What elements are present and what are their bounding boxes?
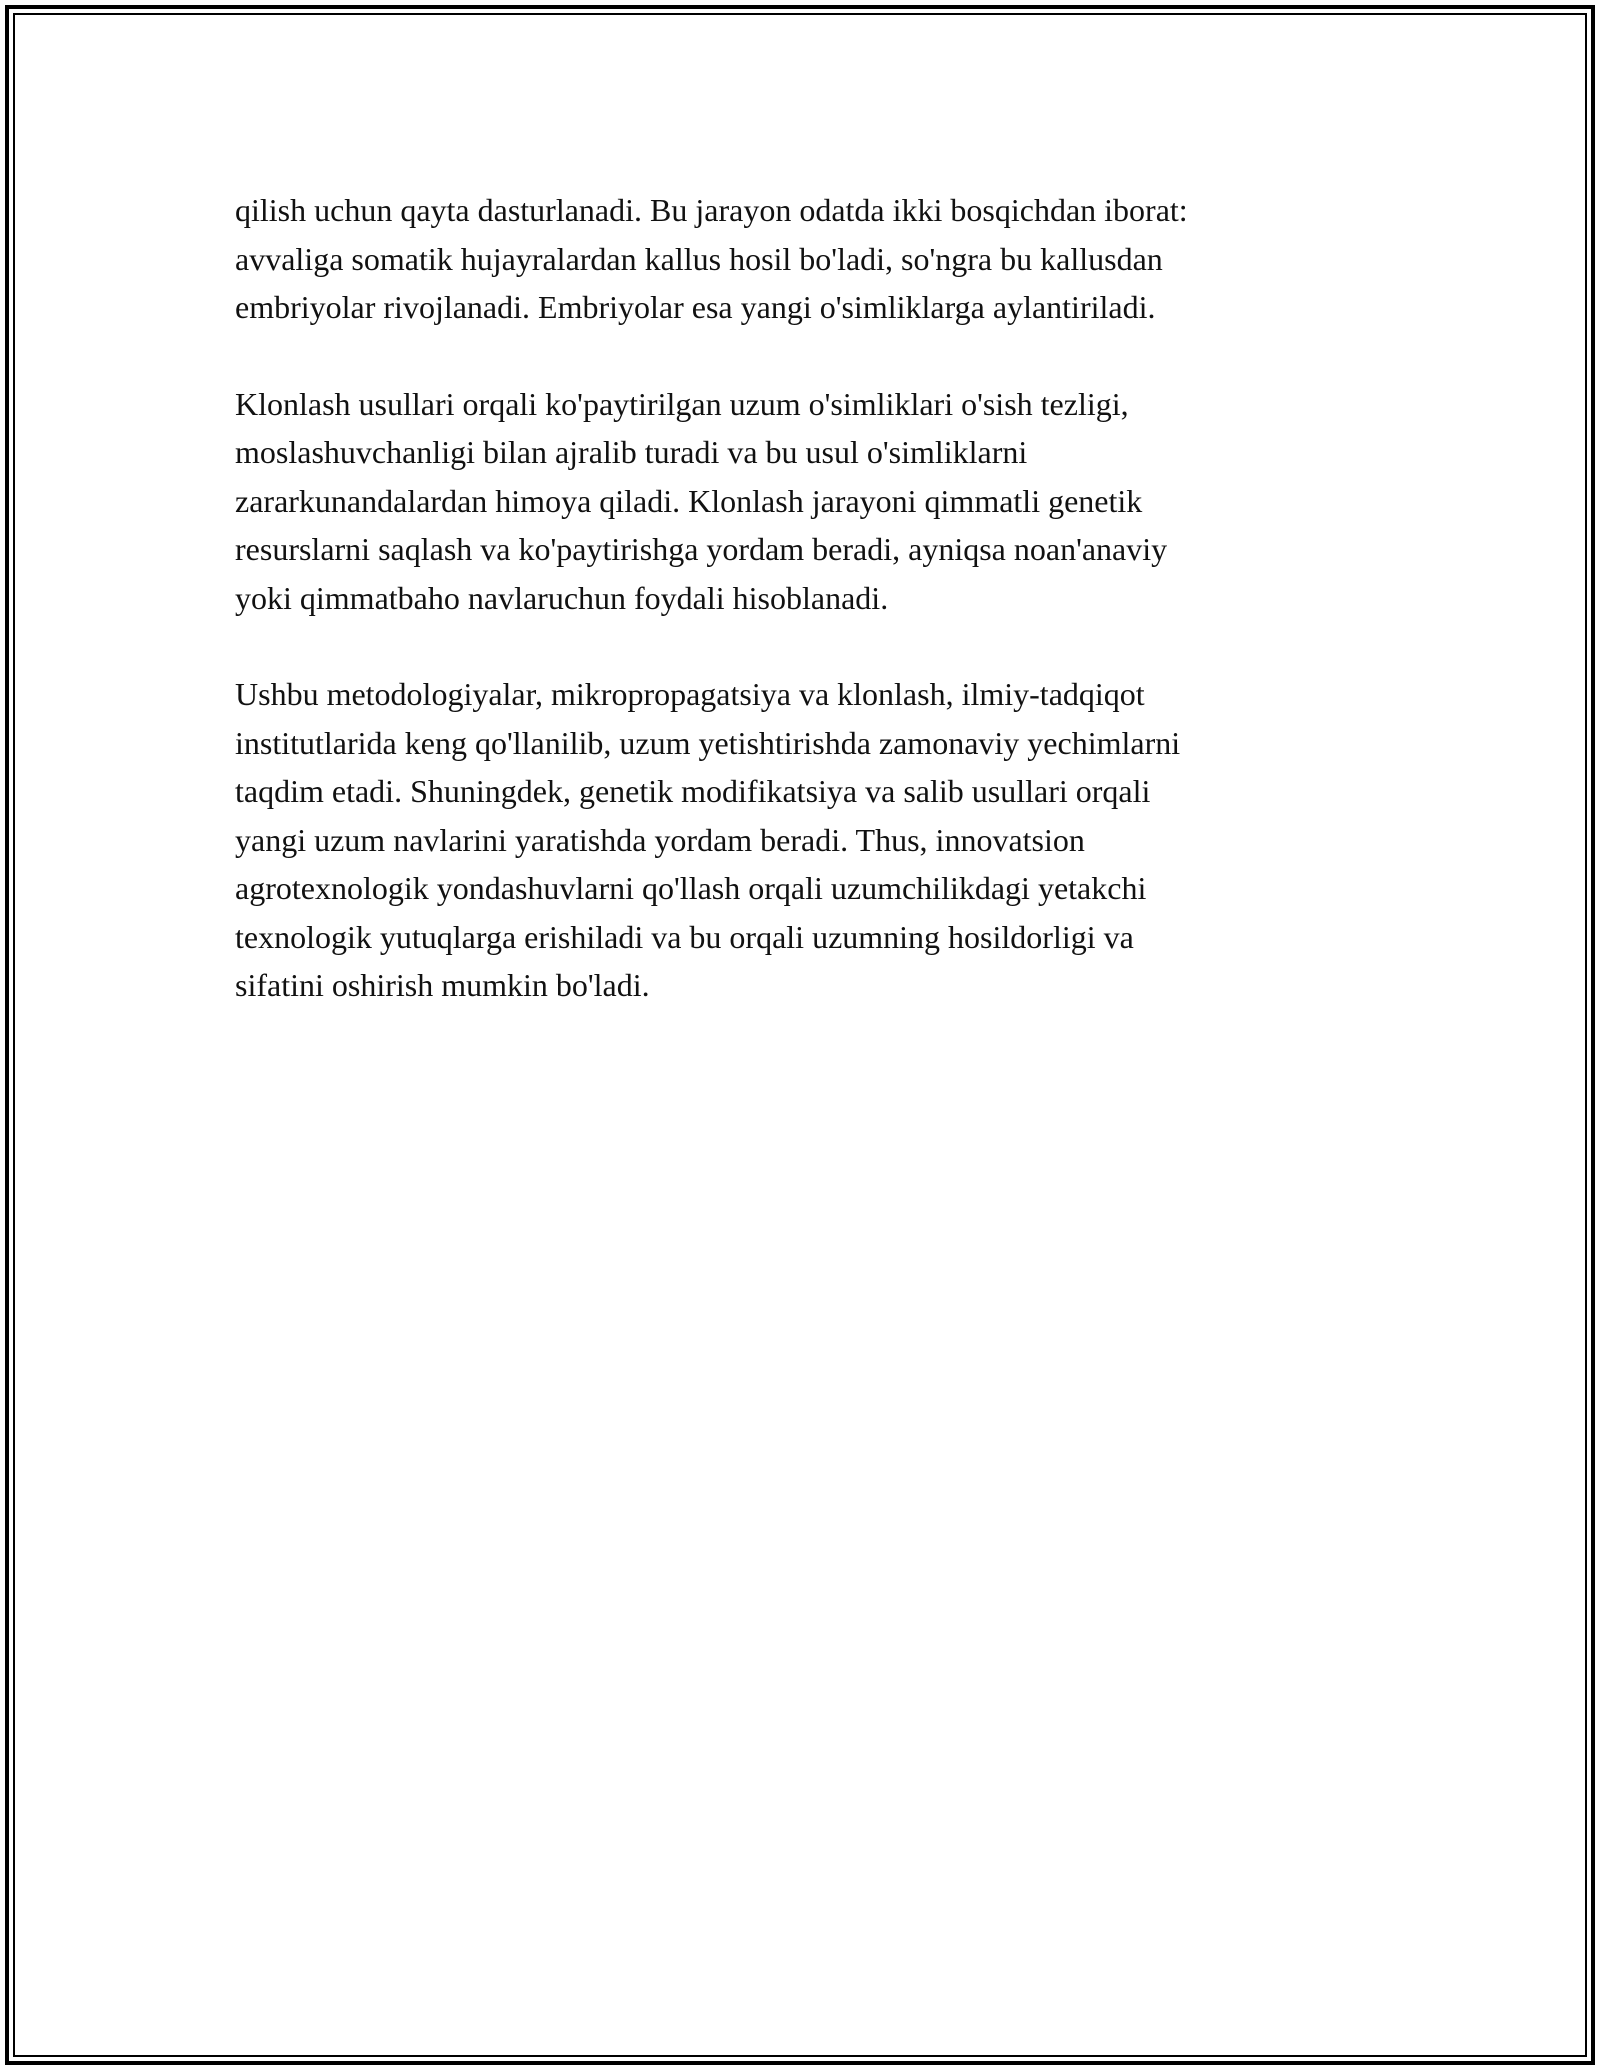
text-line: institutlarida keng qo'llanilib, uzum yetishtirishda zamonaviy yechimlarni xyxy=(235,724,1181,761)
paragraph-2 xyxy=(235,380,1365,623)
text-line: taqdim etadi. Shuningdek, genetik modifikatsiya va salib usullari orqali xyxy=(235,773,1151,809)
text-line: sifatini oshirish mumkin bo'ladi. xyxy=(235,967,650,1003)
text-line: agrotexnologik yondashuvlarni qo'llash orqali uzumchilikdagi yetakchi xyxy=(235,870,1147,906)
paragraph-1 xyxy=(235,186,1365,332)
text-line: avvaliga somatik hujayralardan kallus hosil bo'ladi, so'ngra bu kallusdan xyxy=(235,240,1163,277)
document-body xyxy=(235,186,1365,1058)
text-line: qilish uchun qayta dasturlanadi. Bu jarayon odatda ikki bosqichdan iborat: xyxy=(235,192,1188,228)
text-line: embriyolar rivojlanadi. Embriyolar esa yangi o'simliklarga aylantiriladi. xyxy=(235,289,1156,325)
text-line: yoki qimmatbaho navlaruchun foydali hisoblanadi. xyxy=(235,579,889,616)
paragraph-3 xyxy=(235,670,1365,1010)
text-line: resurslarni saqlash va ko'paytirishga yordam beradi, ayniqsa noan'anaviy xyxy=(235,531,1168,567)
text-line: texnologik yutuqlarga erishiladi va bu orqali uzumning hosildorligi va xyxy=(235,918,1134,955)
text-line: yangi uzum navlarini yaratishda yordam beradi. Thus, innovatsion xyxy=(235,821,1085,858)
text-line: Klonlash usullari orqali ko'paytirilgan uzum o'simliklari o'sish tezligi, xyxy=(235,385,1129,422)
text-line: moslashuvchanligi bilan ajralib turadi va bu usul o'simliklarni xyxy=(235,434,1028,470)
text-line: Ushbu metodologiyalar, mikropropagatsiya va klonlash, ilmiy-tadqiqot xyxy=(235,676,1145,712)
text-line: zararkunandalardan himoya qiladi. Klonlash jarayoni qimmatli genetik xyxy=(235,482,1143,519)
